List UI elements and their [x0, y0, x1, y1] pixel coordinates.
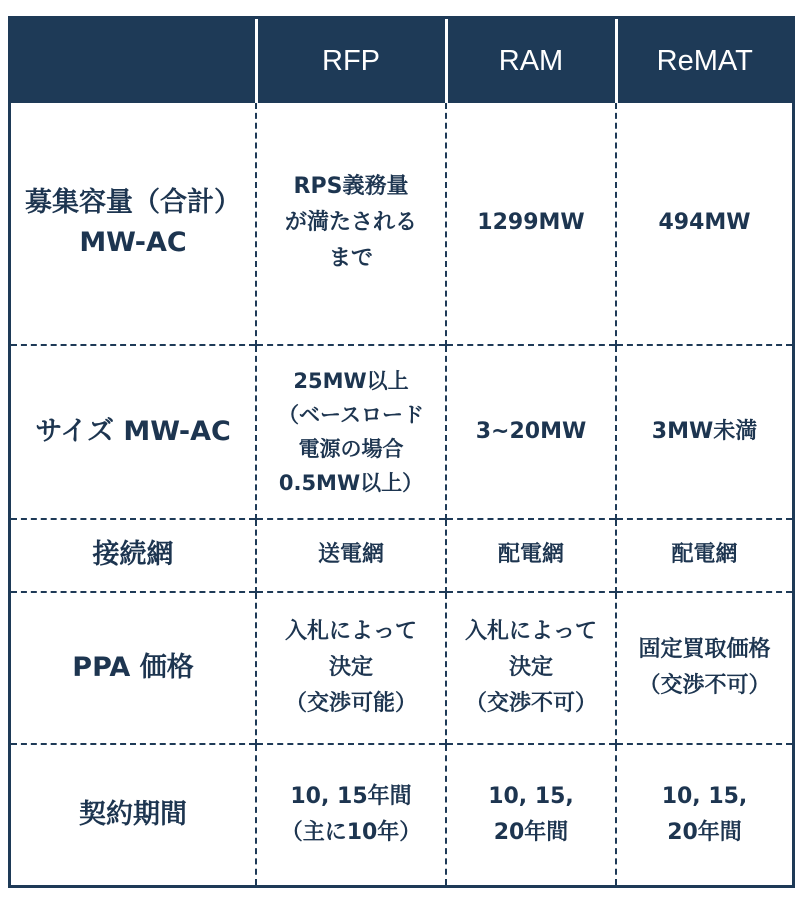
- table-row-ppa-price: [11, 592, 792, 744]
- cell-line: 送電網: [317, 542, 384, 568]
- column-header-ram: RAM: [446, 19, 616, 103]
- row-label-line: PPA 価格: [72, 651, 194, 683]
- cell-line: 1299MW: [477, 210, 585, 236]
- cell-line: 決定: [328, 654, 373, 680]
- cell-line: 0.5MW以上）: [278, 471, 424, 495]
- row-label-line: 接続網: [92, 539, 174, 571]
- cell-line: （交渉可能）: [284, 690, 417, 716]
- row-label-capacity: [11, 103, 256, 345]
- cell-capacity-ram: [446, 103, 616, 345]
- row-label-grid: [11, 519, 256, 592]
- cell-grid-remat: [616, 519, 792, 592]
- cell-line: 10, 15,: [488, 783, 574, 809]
- row-label-size: [11, 345, 256, 519]
- table-row-grid: [11, 519, 792, 592]
- procurement-table: [11, 19, 792, 885]
- cell-period-remat: [616, 744, 792, 885]
- cell-line: 入札によって: [284, 618, 417, 644]
- cell-period-ram: [446, 744, 616, 885]
- cell-line: 3MW未満: [651, 419, 758, 444]
- row-label-line: MW-AC: [79, 227, 187, 259]
- cell-size-rfp: [256, 345, 446, 519]
- column-header-rfp: RFP: [256, 19, 446, 103]
- cell-line: 3~20MW: [475, 419, 587, 444]
- cell-line: 494MW: [658, 210, 751, 236]
- row-label-line: 契約期間: [79, 798, 187, 830]
- cell-line: 電源の場合: [298, 437, 404, 461]
- cell-line: （交渉不可）: [638, 672, 771, 698]
- row-label-ppa-price: [11, 592, 256, 744]
- row-label-line: サイズ MW-AC: [35, 416, 231, 447]
- cell-line: 配電網: [497, 542, 564, 568]
- cell-line: まで: [328, 246, 373, 272]
- cell-ppa-remat: [616, 592, 792, 744]
- table-row-size: [11, 345, 792, 519]
- cell-line: 固定買取価格: [638, 636, 771, 662]
- row-label-contract-period: [11, 744, 256, 885]
- cell-size-remat: [616, 345, 792, 519]
- table-row-contract-period: [11, 744, 792, 885]
- cell-grid-rfp: [256, 519, 446, 592]
- cell-line: （ベースロード: [278, 403, 424, 427]
- cell-line: 決定: [508, 654, 553, 680]
- comparison-table: [8, 16, 795, 888]
- cell-grid-ram: [446, 519, 616, 592]
- cell-line: 入札によって: [464, 618, 597, 644]
- cell-capacity-rfp: [256, 103, 446, 345]
- cell-capacity-remat: [616, 103, 792, 345]
- cell-line: 25MW以上: [293, 369, 409, 393]
- cell-line: 20年間: [493, 819, 569, 845]
- cell-line: RPS義務量: [293, 174, 409, 200]
- header-corner: [11, 19, 256, 103]
- column-header-remat: ReMAT: [616, 19, 792, 103]
- cell-line: 10, 15,: [661, 783, 748, 809]
- cell-line: が満たされる: [284, 210, 417, 236]
- cell-ppa-ram: [446, 592, 616, 744]
- cell-line: 10, 15年間: [290, 783, 412, 809]
- table-row-capacity: [11, 103, 792, 345]
- cell-ppa-rfp: [256, 592, 446, 744]
- header-row: [11, 19, 792, 103]
- row-label-line: 募集容量（合計）: [25, 187, 241, 219]
- cell-size-ram: [446, 345, 616, 519]
- cell-period-rfp: [256, 744, 446, 885]
- cell-line: （主に10年）: [280, 819, 422, 845]
- cell-line: 20年間: [667, 819, 742, 845]
- cell-line: （交渉不可）: [464, 690, 597, 716]
- cell-line: 配電網: [671, 542, 738, 568]
